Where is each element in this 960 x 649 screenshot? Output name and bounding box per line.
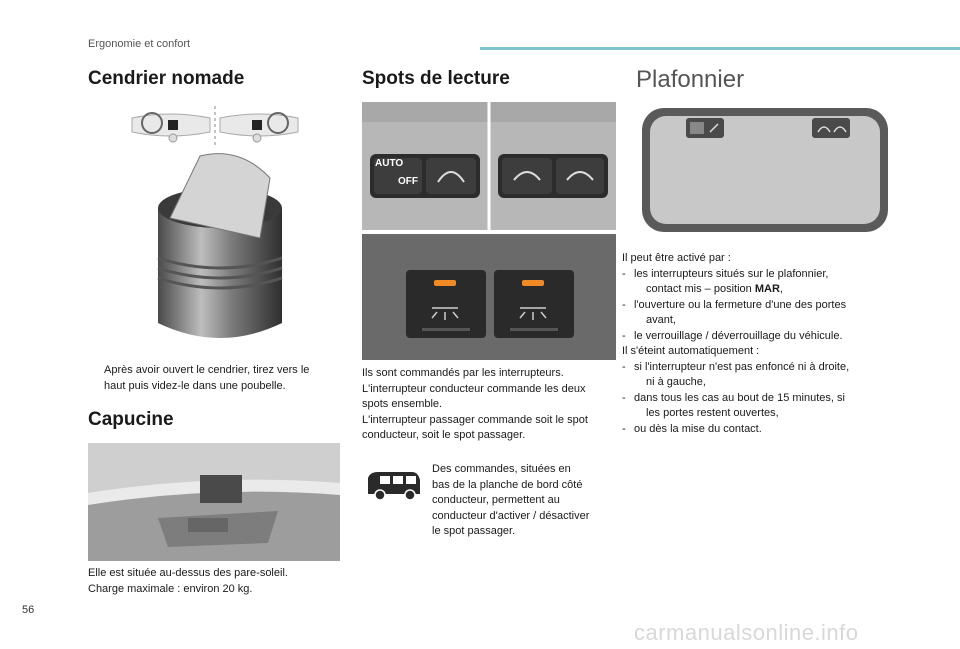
plafonnier-title: Plafonnier [636,66,745,93]
plafonnier-item: - dans tous les cas au bout de 15 minutes, si les portes restent ouvertes, [622,391,845,419]
header-accent-bar [480,47,960,50]
cendrier-location-diagram [130,106,300,148]
switch-auto-label: AUTO [375,158,404,169]
page-number: 56 [22,604,35,616]
ashtray-illustration [150,148,290,348]
spots-description: Ils sont commandés par les interrupteurs. L'interrupteur conducteur commande les deux spots ensemble. L'interrupteur passager commande soit le spot conducteur, soit le spot passager. [362,367,588,441]
plafonnier-description: Il peut être activé par : - les interrupteurs situés sur le plafonnier, contact mis – position MAR, - l'ouverture ou la fermeture d'une des portes avant, - le verrouillage / déverrouillage du véhicule. Il s'éteint automatiquement : - si l'interrupteur n'est pas enfoncé ni à droite, ni à gauche, - dans tous les cas au bout de 15 minutes, si les portes restent ouvertes, - ou dès la mise du contact. [622,251,892,437]
van-icon [366,468,422,502]
plafonnier-item: - si l'interrupteur n'est pas enfoncé ni à droite, ni à gauche, [622,360,850,388]
watermark-text: carmanualsonline.info [634,620,859,645]
plafonnier-item: - les interrupteurs situés sur le plafonnier, contact mis – position MAR, [622,267,829,295]
switch-off-label: OFF [398,176,418,187]
cendrier-title: Cendrier nomade [88,68,245,89]
capucine-illustration [88,443,340,561]
plafonnier-item: - l'ouverture ou la fermeture d'une des portes avant, [622,298,847,326]
cendrier-instruction: Après avoir ouvert le cendrier, tirez vers le haut puis videz-le dans une poubelle. [104,364,310,392]
spots-note: Des commandes, situées en bas de la planche de bord côté conducteur, permettent au conducteur d'activer / désactiver le spot passager. [432,463,590,537]
spots-title: Spots de lecture [362,68,510,89]
capucine-description: Elle est située au-dessus des pare-soleil. Charge maximale : environ 20 kg. [88,567,288,595]
dashboard-switch-photo [362,234,616,360]
plafonnier-item: - le verrouillage / déverrouillage du véhicule. [622,329,843,342]
plafonnier-item: - ou dès la mise du contact. [622,422,762,435]
ceiling-light-illustration [640,104,894,238]
section-header: Ergonomie et confort [88,38,191,50]
capucine-title: Capucine [88,409,174,430]
